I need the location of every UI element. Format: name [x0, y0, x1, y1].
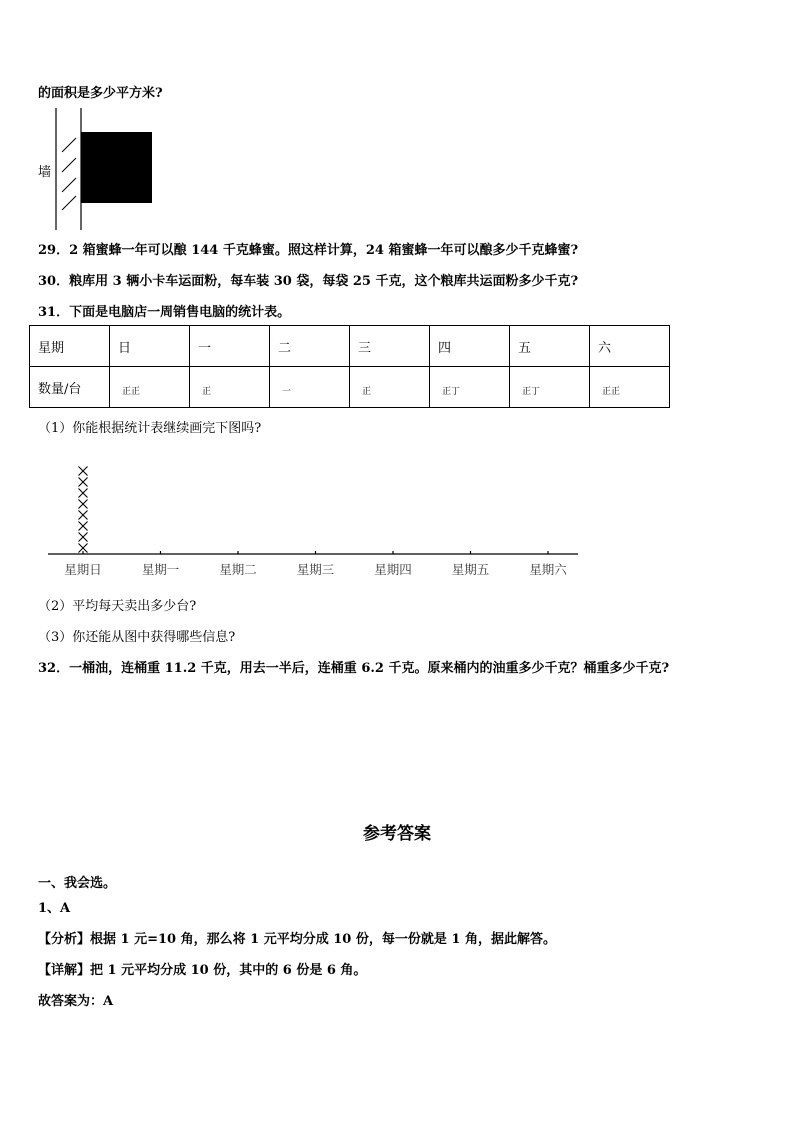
question-28-tail: 的面积是多少平方米? — [38, 86, 163, 101]
tally-mark — [79, 478, 88, 487]
tally-cell: 正丁 — [510, 367, 590, 408]
x-tick-label: 星期三 — [296, 562, 335, 577]
tally-mark — [79, 467, 88, 476]
tally-mark — [79, 522, 88, 531]
question-29: 29．2 箱蜜蜂一年可以酿 144 千克蜂蜜。照这样计算，24 箱蜜蜂一年可以酿多少千克蜂蜜? — [38, 243, 579, 258]
x-tick-label: 星期一 — [141, 562, 180, 577]
sales-table — [29, 325, 670, 408]
table-row — [30, 367, 670, 408]
x-axis-labels — [64, 562, 567, 577]
tally-cell: 正 — [350, 367, 430, 408]
question-31-part-3: （3）你还能从图中获得哪些信息? — [38, 630, 236, 645]
table-cell: 四 — [430, 326, 510, 367]
x-tick-label: 星期四 — [374, 562, 412, 577]
x-tick-label: 星期二 — [219, 562, 257, 577]
answer-1: 1、A — [38, 901, 71, 916]
table-cell: 二 — [270, 326, 350, 367]
question-31: 31．下面是电脑店一周销售电脑的统计表。 — [38, 305, 291, 320]
table-row — [30, 326, 670, 367]
question-32: 32．一桶油，连桶重 11.2 千克，用去一半后，连桶重 6.2 千克。原来桶内的油重多少千克？桶重多少千克? — [38, 661, 670, 676]
table-cell: 数量/台 — [30, 367, 110, 408]
answer-title: 参考答案 — [363, 824, 431, 844]
wall-label: 墙 — [38, 165, 52, 180]
x-tick-label: 星期日 — [64, 562, 102, 577]
wall-hatching — [62, 138, 76, 210]
table-cell: 日 — [110, 326, 190, 367]
table-cell: 六 — [590, 326, 670, 367]
question-31-part-1: （1）你能根据统计表继续画完下图吗? — [38, 421, 262, 436]
tally-cell: 一 — [270, 367, 350, 408]
question-31-part-2: （2）平均每天卖出多少台? — [38, 599, 197, 614]
black-square — [81, 132, 152, 203]
tally-cell: 正正 — [110, 367, 190, 408]
table-cell: 三 — [350, 326, 430, 367]
wall-square-figure — [36, 106, 166, 232]
tally-marks — [79, 467, 549, 555]
tally-cell: 正丁 — [430, 367, 510, 408]
tally-cell: 正正 — [590, 367, 670, 408]
tally-mark — [79, 500, 88, 509]
tally-mark — [79, 533, 88, 542]
x-tick-label: 星期六 — [529, 562, 567, 577]
table-cell: 五 — [510, 326, 590, 367]
tally-chart — [40, 440, 590, 588]
tally-cell: 正 — [190, 367, 270, 408]
conclusion-text: 故答案为：A — [38, 994, 114, 1009]
x-tick-label: 星期五 — [451, 562, 490, 577]
table-cell: 星期 — [30, 326, 110, 367]
analysis-text: 【分析】根据 1 元=10 角，那么将 1 元平均分成 10 份，每一份就是 1 角，据此解答。 — [38, 932, 556, 947]
section-heading: 一、我会选。 — [38, 876, 117, 891]
tally-mark — [79, 511, 88, 520]
detail-text: 【详解】把 1 元平均分成 10 份，其中的 6 份是 6 角。 — [38, 963, 367, 978]
question-30: 30．粮库用 3 辆小卡车运面粉，每车装 30 袋，每袋 25 千克，这个粮库共运面粉多少千克? — [38, 274, 579, 289]
tally-mark — [79, 489, 88, 498]
table-cell: 一 — [190, 326, 270, 367]
